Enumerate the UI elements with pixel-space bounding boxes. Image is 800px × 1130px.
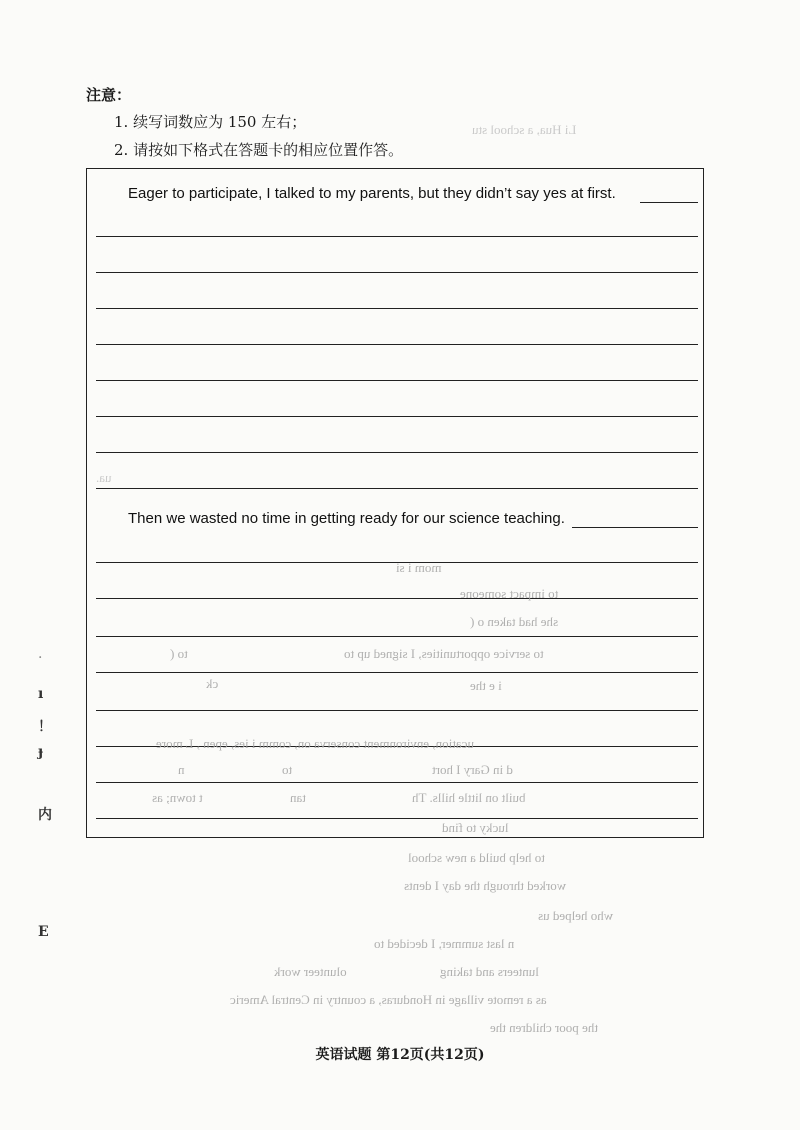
bleed-through-text: the poor children the bbox=[490, 1020, 598, 1035]
bleed-through-text: to help build a new school bbox=[408, 850, 545, 865]
writing-line[interactable] bbox=[96, 488, 698, 489]
bleed-through-text: as a remote village in Honduras, a country in Central Americ bbox=[230, 992, 547, 1007]
notice-title: 注意： bbox=[86, 86, 132, 104]
bleed-through-text: to ( bbox=[170, 646, 188, 661]
bleed-through-text: lucky to find bbox=[442, 820, 509, 835]
notice-item-word-count: 1. 续写词数应为 150 左右； bbox=[114, 113, 307, 131]
bleed-through-text: d in Gary I hort bbox=[432, 762, 513, 777]
bleed-through-text: olunteer work bbox=[274, 964, 347, 979]
bleed-through-text: to bbox=[282, 762, 293, 777]
paragraph-2-prompt: Then we wasted no time in getting ready for our science teaching. bbox=[128, 510, 565, 527]
writing-line[interactable] bbox=[96, 236, 698, 237]
writing-line[interactable] bbox=[96, 636, 698, 637]
writing-line[interactable] bbox=[96, 672, 698, 673]
bleed-through-text: t town; as bbox=[152, 790, 203, 805]
bleed-through-text: n bbox=[178, 762, 185, 777]
writing-line[interactable] bbox=[96, 308, 698, 309]
bleed-through-text: i e the bbox=[470, 678, 502, 693]
margin-mark: · bbox=[38, 650, 43, 666]
bleed-through-text: worked through the day I dents bbox=[404, 878, 567, 893]
writing-line[interactable] bbox=[96, 818, 698, 819]
notice-item-format: 2. 请按如下格式在答题卡的相应位置作答。 bbox=[114, 141, 404, 159]
writing-line[interactable] bbox=[96, 416, 698, 417]
writing-line[interactable] bbox=[96, 782, 698, 783]
bleed-through-text: to impact someone bbox=[460, 586, 559, 601]
margin-mark: ɟ bbox=[38, 744, 44, 760]
margin-mark: ！ bbox=[38, 719, 52, 735]
writing-line[interactable] bbox=[96, 452, 698, 453]
bleed-through-text: n last summer, I decided to bbox=[374, 936, 515, 951]
bleed-through-text: built on little hills. Th bbox=[412, 790, 526, 805]
bleed-through-text: ucation, environment conserva on, comm i ies, epen , L more bbox=[156, 736, 474, 751]
bleed-through-text: lunteers and taking bbox=[440, 964, 539, 979]
writing-line[interactable] bbox=[96, 272, 698, 273]
margin-mark: ı bbox=[38, 686, 44, 702]
writing-line[interactable] bbox=[96, 344, 698, 345]
bleed-through-text: ua. bbox=[96, 470, 112, 485]
margin-mark: E bbox=[38, 924, 49, 940]
writing-line[interactable] bbox=[96, 710, 698, 711]
writing-line[interactable] bbox=[96, 380, 698, 381]
margin-mark: 内 bbox=[38, 807, 52, 823]
bleed-through-text: ck bbox=[206, 676, 219, 691]
bleed-through-text: to service opportunities, I signed up to bbox=[344, 646, 544, 661]
bleed-through-text: tan bbox=[290, 790, 306, 805]
page-footer: 英语试题 第12页(共12页) bbox=[315, 1047, 485, 1063]
bleed-through-text: Li Hua, a school stu bbox=[472, 122, 577, 137]
prompt-1-blank[interactable] bbox=[640, 202, 698, 203]
prompt-2-blank[interactable] bbox=[572, 527, 698, 528]
bleed-through-text: who helped us bbox=[538, 908, 614, 923]
writing-line[interactable] bbox=[96, 598, 698, 599]
bleed-through-text: she had taken o ( bbox=[470, 614, 559, 629]
bleed-through-text: mom i si bbox=[396, 560, 442, 575]
paragraph-1-prompt: Eager to participate, I talked to my parents, but they didn’t say yes at first. bbox=[128, 185, 616, 202]
